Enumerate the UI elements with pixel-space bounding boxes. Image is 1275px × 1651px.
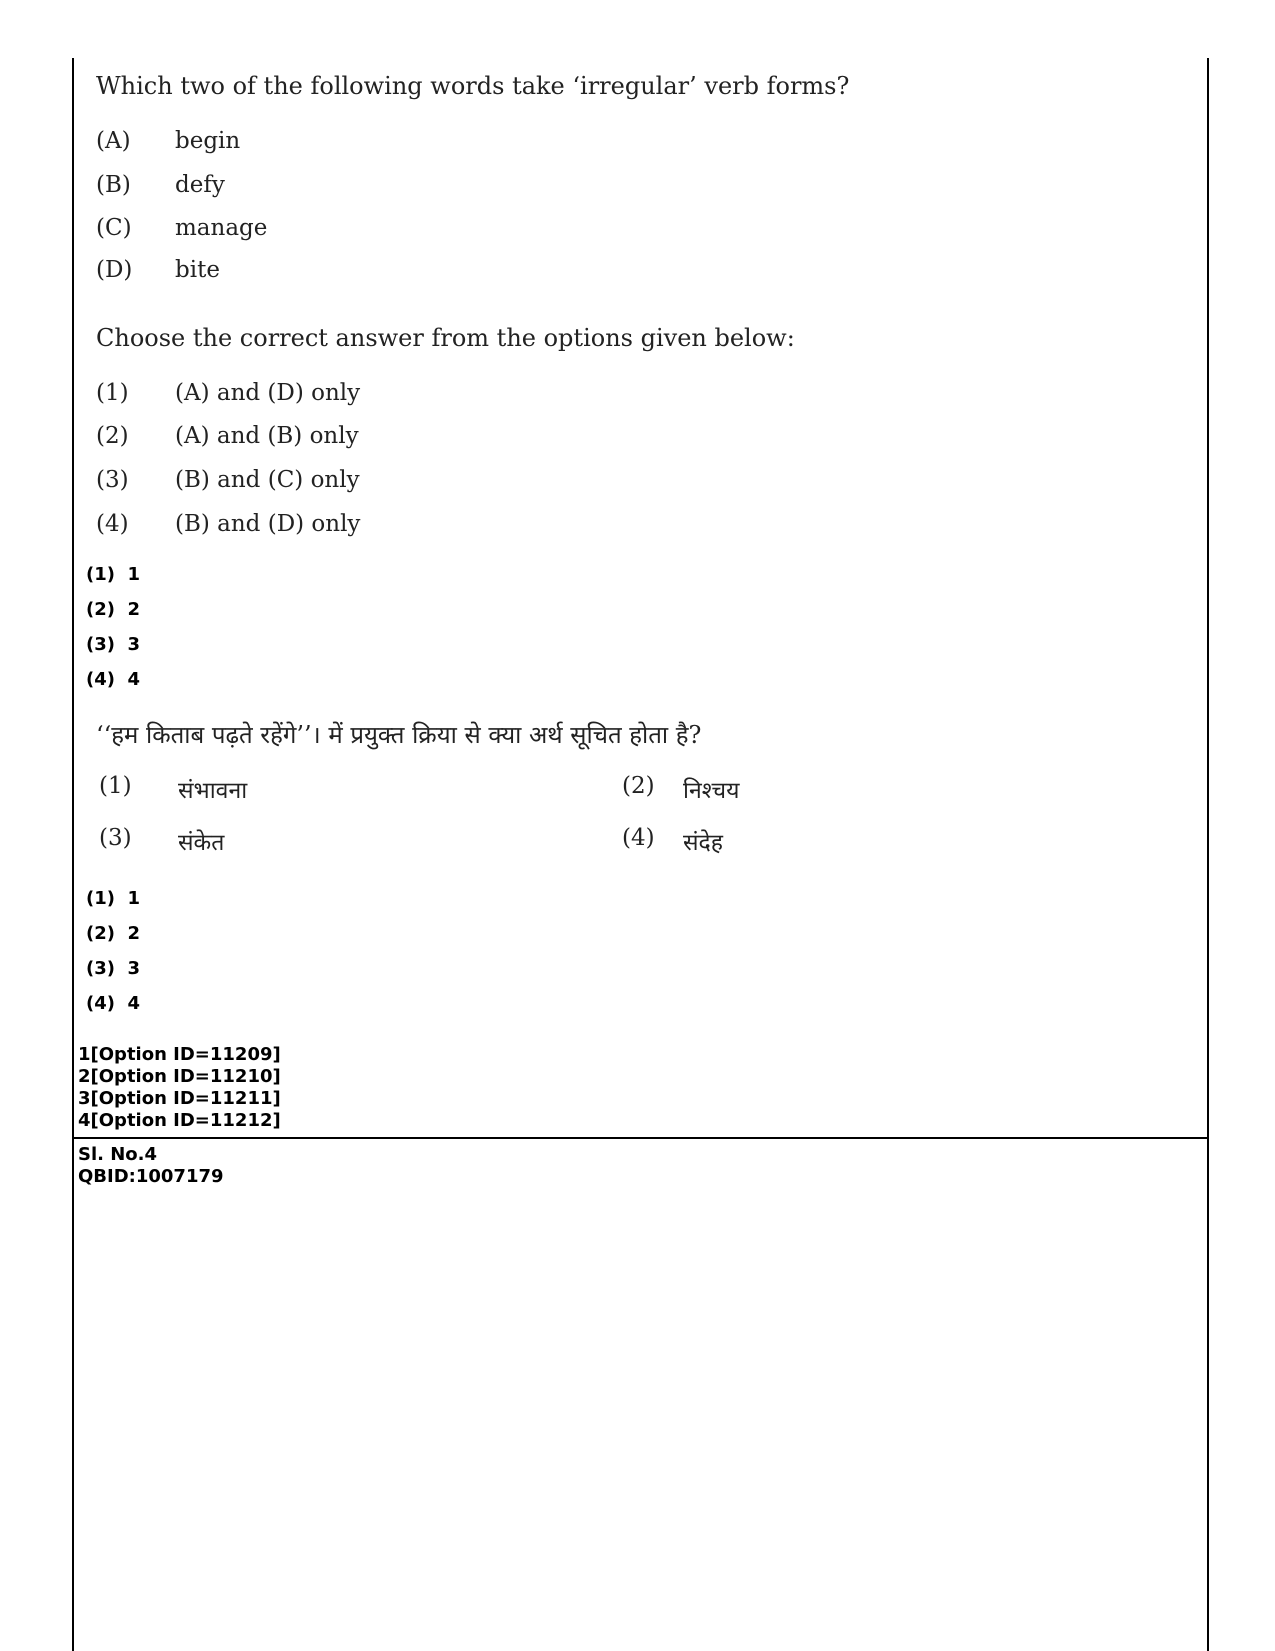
response-option-hi-1[interactable]: (1) 1 [86, 888, 141, 909]
qbid: QBID:1007179 [78, 1166, 224, 1187]
option-id-2: 2[Option ID=11210] [78, 1066, 281, 1087]
choice-4-text: (B) and (D) only [175, 511, 361, 537]
item-d-text: bite [175, 257, 220, 283]
choice-hi-1-label: (1) [99, 773, 132, 799]
item-a-text: begin [175, 128, 241, 154]
choice-hi-3-text: संकेत [178, 830, 225, 856]
response-option-3[interactable]: (3) 3 [86, 634, 141, 655]
choice-3-text: (B) and (C) only [175, 467, 360, 493]
next-question-header [78, 1144, 224, 1188]
option-id-3: 3[Option ID=11211] [78, 1088, 281, 1109]
choice-2-label: (2) [96, 423, 129, 449]
option-id-4: 4[Option ID=11212] [78, 1110, 281, 1131]
choice-hi-2-label: (2) [622, 773, 655, 799]
question-divider [72, 1137, 1209, 1139]
item-b-label: (B) [96, 172, 131, 198]
choice-4-label: (4) [96, 511, 129, 537]
response-option-hi-2[interactable]: (2) 2 [86, 923, 141, 944]
choice-1-label: (1) [96, 380, 129, 406]
serial-number: Sl. No.4 [78, 1144, 158, 1165]
question-text-en: Which two of the following words take ‘irregular’ verb forms? [96, 72, 850, 100]
choice-hi-3-label: (3) [99, 825, 132, 851]
response-option-2[interactable]: (2) 2 [86, 599, 141, 620]
response-option-1[interactable]: (1) 1 [86, 564, 141, 585]
item-b-text: defy [175, 172, 225, 198]
choice-1-text: (A) and (D) only [175, 380, 361, 406]
option-id-list [78, 1044, 281, 1132]
choice-2-text: (A) and (B) only [175, 423, 359, 449]
response-option-hi-3[interactable]: (3) 3 [86, 958, 141, 979]
question-frame [72, 58, 1209, 1651]
item-c-text: manage [175, 215, 268, 241]
option-id-1: 1[Option ID=11209] [78, 1044, 281, 1065]
item-c-label: (C) [96, 215, 132, 241]
instruction-text: Choose the correct answer from the options given below: [96, 324, 795, 352]
choice-hi-4-label: (4) [622, 825, 655, 851]
choice-hi-1-text: संभावना [178, 778, 248, 804]
choice-hi-4-text: संदेह [683, 830, 723, 856]
choice-hi-2-text: निश्चय [683, 778, 740, 804]
response-option-4[interactable]: (4) 4 [86, 669, 141, 690]
item-a-label: (A) [96, 128, 131, 154]
choice-3-label: (3) [96, 467, 129, 493]
response-option-hi-4[interactable]: (4) 4 [86, 993, 141, 1014]
item-d-label: (D) [96, 257, 133, 283]
question-text-hi: ‘‘हम किताब पढ़ते रहेंगे’’। में प्रयुक्त क्रिया से क्या अर्थ सूचित होता है? [96, 721, 702, 749]
